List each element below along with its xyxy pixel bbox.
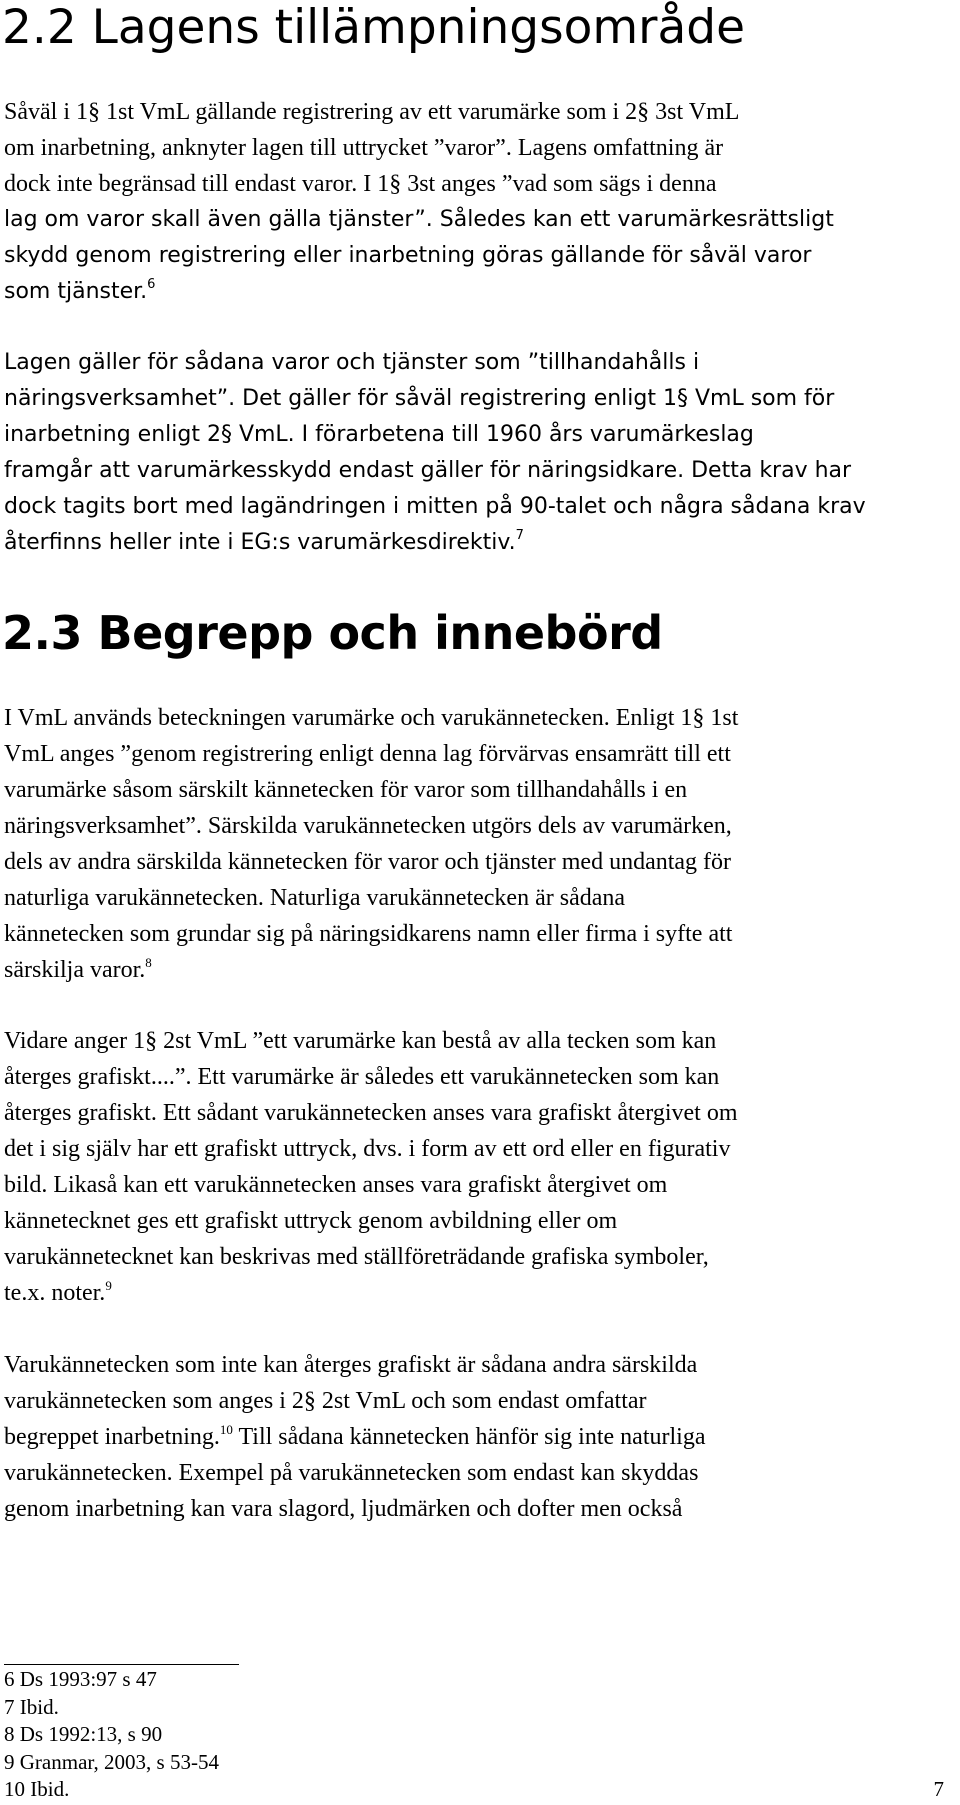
text-line: Lagen gäller för sådana varor och tjänster som ”tillhandahålls i [4,350,700,375]
text-line [4,274,959,310]
section-heading: 2.2 Lagens tillämpningsområde [2,0,746,55]
page-number: 7 [933,1777,944,1801]
footnotes [4,1666,219,1804]
text-line: varukännetecken som anges i 2§ 2st VmL och som endast omfattar [4,1388,647,1414]
text-line: Varukännetecken som inte kan återges grafiskt är sådana andra särskilda [4,1352,698,1378]
text-line: VmL anges ”genom registrering enligt denna lag förvärvas ensamrätt till ett [4,741,731,767]
paragraph [4,1023,959,1311]
text-line [4,1419,959,1455]
section-heading: 2.3 Begrepp och innebörd [2,606,663,660]
text-segment: Till sådana kännetecken hänför sig inte naturliga [232,1424,706,1450]
text-line: skydd genom registrering eller inarbetning göras gällande för såväl varor [4,243,812,268]
text-line: Såväl i 1§ 1st VmL gällande registrering av ett varumärke som i 2§ 3st VmL [4,99,740,125]
paragraph [4,94,959,310]
text-line: Vidare anger 1§ 2st VmL ”ett varumärke kan bestå av alla tecken som kan [4,1028,717,1054]
text-line: varukännetecken. Exempel på varukännetecken som endast kan skyddas [4,1460,699,1486]
text-segment: begreppet inarbetning. [4,1424,220,1450]
text-line: dock tagits bort med lagändringen i mitten på 90-talet och några sådana krav [4,494,866,519]
text-line: genom inarbetning kan vara slagord, ljudmärken och dofter men också [4,1496,683,1522]
text-line: naturliga varukännetecken. Naturliga varukännetecken är sådana [4,885,626,911]
text-segment: särskilja varor. [4,957,146,983]
text-line: återges grafiskt....”. Ett varumärke är således ett varukännetecken som kan [4,1064,720,1090]
footnote-divider [4,1664,239,1665]
text-line [4,952,959,988]
footnote: 7 Ibid. [4,1694,59,1719]
text-segment: återfinns heller inte i EG:s varumärkesdirektiv. [4,530,516,555]
text-line: varumärke såsom särskilt kännetecken för varor som tillhandahålls i en [4,777,688,803]
text-line: näringsverksamhet”. Det gäller för såväl registrering enligt 1§ VmL som för [4,386,835,411]
text-line: inarbetning enligt 2§ VmL. I förarbetena till 1960 års varumärkeslag [4,422,754,447]
footnote: 8 Ds 1992:13, s 90 [4,1722,163,1746]
paragraph [4,345,959,561]
text-line: det i sig själv har ett grafiskt uttryck, dvs. i form av ett ord eller en figurativ [4,1136,731,1162]
paragraph [4,700,959,988]
text-line: näringsverksamhet”. Särskilda varukännetecken utgörs dels av varumärken, [4,813,732,839]
text-line: återges grafiskt. Ett sådant varukännetecken anses vara grafiskt återgivet om [4,1100,738,1126]
text-line: I VmL används beteckningen varumärke och varukännetecken. Enligt 1§ 1st [4,705,739,731]
footnote-ref: 10 [219,1422,233,1437]
text-line: bild. Likaså kan ett varukännetecken anses vara grafiskt återgivet om [4,1172,668,1198]
text-line: dels av andra särskilda kännetecken för varor och tjänster med undantag för [4,849,732,875]
text-line [4,1275,959,1311]
text-line: framgår att varumärkesskydd endast gäller för näringsidkare. Detta krav har [4,458,852,483]
text-line: dock inte begränsad till endast varor. I 1§ 3st anges ”vad som sägs i denna [4,171,717,197]
text-line [4,525,959,561]
footnote: 9 Granmar, 2003, s 53-54 [4,1749,219,1774]
footnote-ref: 6 [147,277,156,292]
footnote-ref: 8 [145,955,152,970]
text-line: lag om varor skall även gälla tjänster”. Således kan ett varumärkesrättsligt [4,207,834,232]
footnote-ref: 7 [515,528,524,543]
text-segment: som tjänster. [4,279,148,304]
text-line: om inarbetning, anknyter lagen till uttrycket ”varor”. Lagens omfattning är [4,135,724,161]
footnote-ref: 9 [105,1278,112,1293]
paragraph [4,1347,959,1527]
footnote: 6 Ds 1993:97 s 47 [4,1667,157,1691]
text-line: kännetecknet ges ett grafiskt uttryck genom avbildning eller om [4,1208,618,1234]
text-line: kännetecken som grundar sig på näringsidkarens namn eller firma i syfte att [4,921,733,947]
footnote: 10 Ibid. [4,1777,70,1801]
text-line: varukännetecknet kan beskrivas med ställföreträdande grafiska symboler, [4,1244,709,1270]
text-segment: te.x. noter. [4,1280,106,1306]
